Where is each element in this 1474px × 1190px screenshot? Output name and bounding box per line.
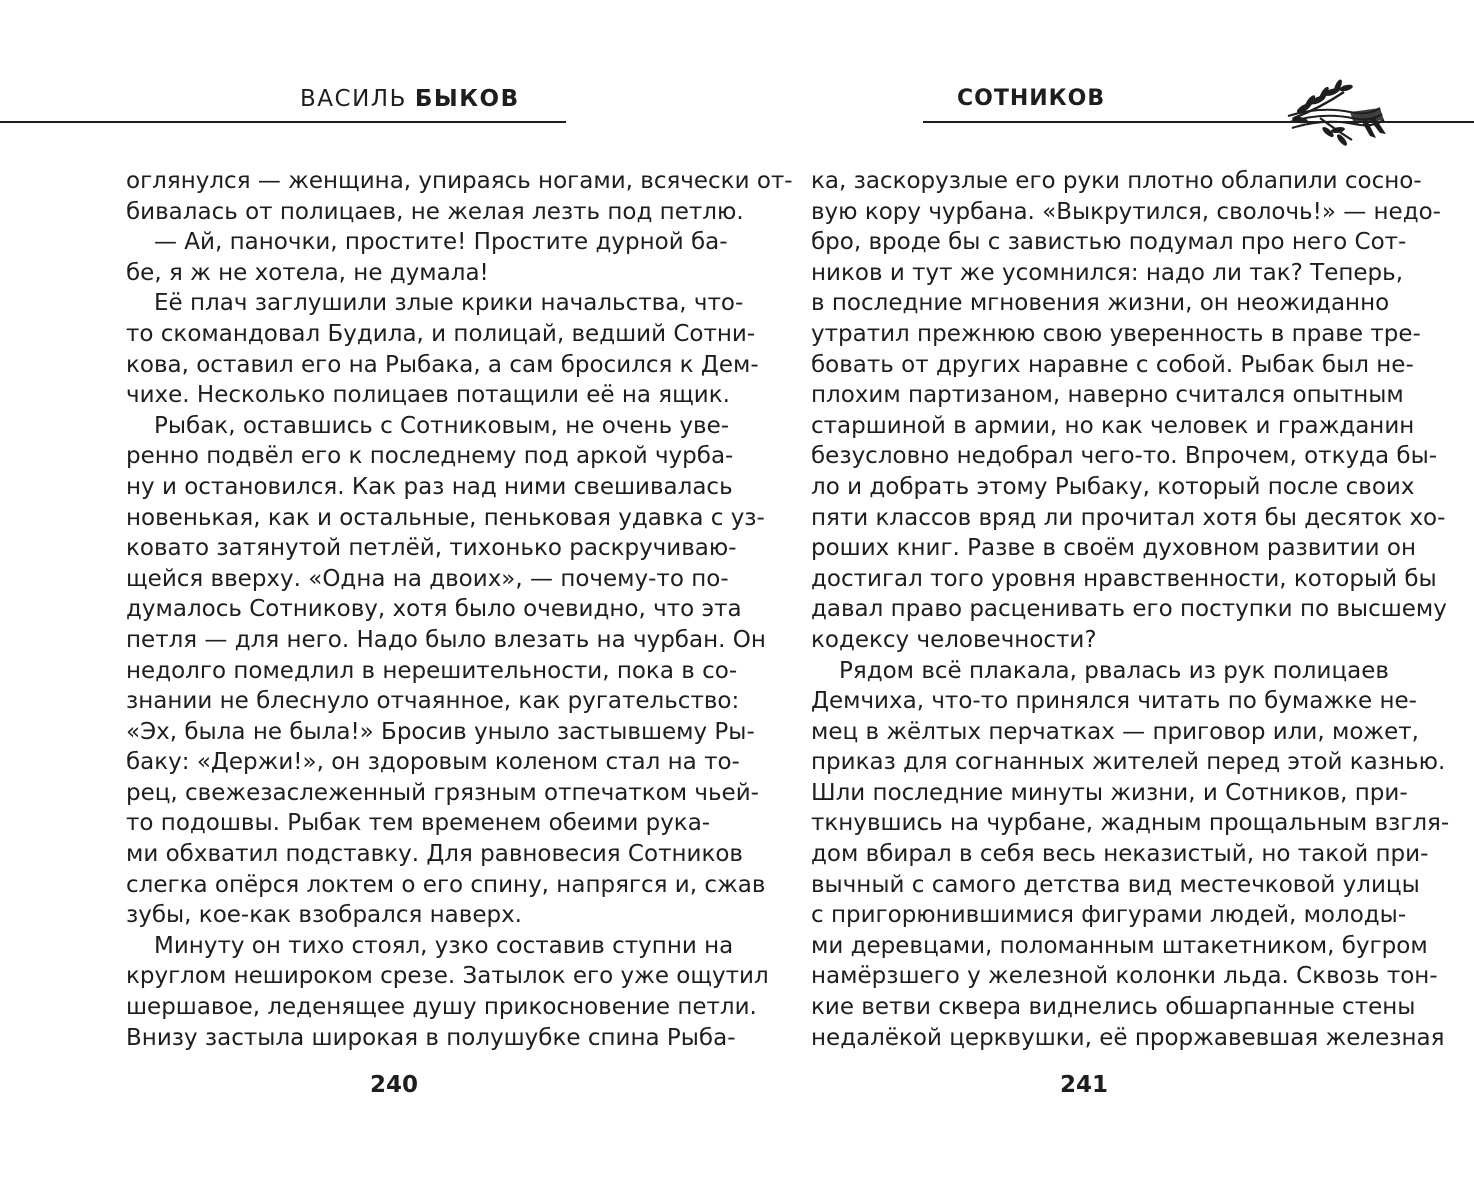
text-line: бивалась от полицаев, не желая лезть под петлю. xyxy=(126,198,744,225)
text-line: «Эх, была не была!» Бросив уныло застывшему Ры- xyxy=(126,718,755,745)
text-line: с пригорюнившимися фигурами людей, молоды- xyxy=(811,902,1407,929)
text-line: кодексу человечности? xyxy=(811,626,1097,653)
text-line: вычный с самого детства вид местечковой улицы xyxy=(811,871,1420,898)
right-page xyxy=(737,0,1474,1190)
text-line: ло и добрать этому Рыбаку, который после своих xyxy=(811,473,1415,500)
text-line: то скомандовал Будила, и полицай, ведший Сотни- xyxy=(126,320,756,347)
text-line: новенькая, как и остальные, пеньковая удавка с уз- xyxy=(126,504,765,531)
text-line: намёрзшего у железной колонки льда. Сквозь тон- xyxy=(811,963,1438,990)
text-line: давал право расценивать его поступки по высшему xyxy=(811,596,1447,623)
text-line: пяти классов вряд ли прочитал хотя бы десяток хо- xyxy=(811,504,1446,531)
text-line: петля — для него. Надо было влезать на чурбан. Он xyxy=(126,626,766,653)
text-line: знании не блеснуло отчаянное, как ругательство: xyxy=(126,688,740,715)
text-line: Минуту он тихо стоял, узко составив ступни на xyxy=(154,932,734,959)
text-line: Рядом всё плакала, рвалась из рук полицаев xyxy=(839,657,1389,684)
text-line: вую кору чурбана. «Выкрутился, сволочь!» — недо- xyxy=(811,198,1441,225)
running-head-title: СОТНИКОВ xyxy=(957,86,1106,111)
text-line: плохим партизаном, наверно считался опытным xyxy=(811,382,1404,409)
text-line: недалёкой церквушки, её проржавевшая железная xyxy=(811,1024,1445,1051)
text-line: бе, я ж не хотела, не думала! xyxy=(126,259,489,286)
text-line: Шли последние минуты жизни, и Сотников, при- xyxy=(811,779,1408,806)
body-text xyxy=(126,166,793,1053)
text-line: старшиной в армии, но как человек и гражданин xyxy=(811,412,1415,439)
text-line: ников и тут же усомнился: надо ли так? Теперь, xyxy=(811,259,1404,286)
text-line: кие ветви сквера виднелись обшарпанные стены xyxy=(811,994,1416,1021)
text-line: баку: «Держи!», он здоровым коленом стал на то- xyxy=(126,749,740,776)
text-line: то подошвы. Рыбак тем временем обеими рука- xyxy=(126,810,711,837)
text-line: чихе. Несколько полицаев потащили её на ящик. xyxy=(126,382,730,409)
text-line: Рыбак, оставшись с Сотниковым, не очень уве- xyxy=(154,412,730,439)
text-line: зубы, кое-как взобрался наверх. xyxy=(126,902,522,929)
text-line: Внизу застыла широкая в полушубке спина Рыба- xyxy=(126,1024,736,1051)
text-line: в последние мгновения жизни, он неожиданно xyxy=(811,290,1390,317)
text-line: рец, свежезаслеженный грязным отпечатком чьей- xyxy=(126,779,759,806)
text-line: ка, заскорузлые его руки плотно облапили сосно- xyxy=(811,168,1422,194)
header-rule xyxy=(0,121,566,123)
text-line: ренно подвёл его к последнему под аркой чурба- xyxy=(126,443,734,470)
text-line: Демчиха, что-то принялся читать по бумажке не- xyxy=(811,688,1417,715)
text-line: шершавое, леденящее душу прикосновение петли. xyxy=(126,994,757,1021)
laurel-branch-ribbon-icon xyxy=(1280,78,1390,148)
text-line: оглянулся — женщина, упираясь ногами, всячески от- xyxy=(126,168,793,194)
header-rule xyxy=(923,121,1474,123)
text-line: — Ай, паночки, простите! Простите дурной ба- xyxy=(154,229,728,256)
text-line: безусловно недобрал чего-то. Впрочем, откуда бы- xyxy=(811,443,1438,470)
text-line: достигал того уровня нравственности, который бы xyxy=(811,565,1437,592)
author-first-name: ВАСИЛЬ xyxy=(300,86,407,112)
text-line: недолго помедлил в нерешительности, пока в со- xyxy=(126,657,738,684)
text-line: слегка опёрся локтем о его спину, напрягся и, сжав xyxy=(126,871,766,898)
text-line: мец в жёлтых перчатках — приговор или, может, xyxy=(811,718,1419,745)
text-line: думалось Сотникову, хотя было очевидно, что эта xyxy=(126,596,742,623)
text-line: щейся вверху. «Одна на двоих», — почему-то по- xyxy=(126,565,729,592)
text-line: роших книг. Разве в своём духовном развитии он xyxy=(811,535,1416,562)
text-line: кова, оставил его на Рыбака, а сам бросился к Дем- xyxy=(126,351,759,378)
text-line: дом вбирал в себя весь неказистый, но такой при- xyxy=(811,841,1429,868)
text-line: ткнувшись на чурбане, жадным прощальным взгля- xyxy=(811,810,1450,837)
text-line: ну и остановился. Как раз над ними свешивалась xyxy=(126,473,733,500)
text-line: бро, вроде бы с завистью подумал про него Сот- xyxy=(811,229,1407,256)
text-line: утратил прежнюю свою уверенность в праве тре- xyxy=(811,320,1421,347)
text-line: круглом нешироком срезе. Затылок его уже ощутил xyxy=(126,963,769,990)
text-line: ми деревцами, поломанным штакетником, бугром xyxy=(811,932,1428,959)
text-line: приказ для согнанных жителей перед этой казнью. xyxy=(811,749,1446,776)
text-line: ковато затянутой петлёй, тихонько раскручиваю- xyxy=(126,535,737,562)
running-head-author xyxy=(300,86,520,112)
text-line: бовать от других наравне с собой. Рыбак был не- xyxy=(811,351,1414,378)
text-line: Её плач заглушили злые крики начальства, что- xyxy=(154,290,744,317)
text-line: ми обхватил подставку. Для равновесия Сотников xyxy=(126,841,743,868)
body-text xyxy=(811,166,1450,1053)
page-number-label: 240 xyxy=(370,1072,419,1098)
page-number-label: 241 xyxy=(1060,1072,1109,1098)
author-last-name: БЫКОВ xyxy=(414,86,520,112)
